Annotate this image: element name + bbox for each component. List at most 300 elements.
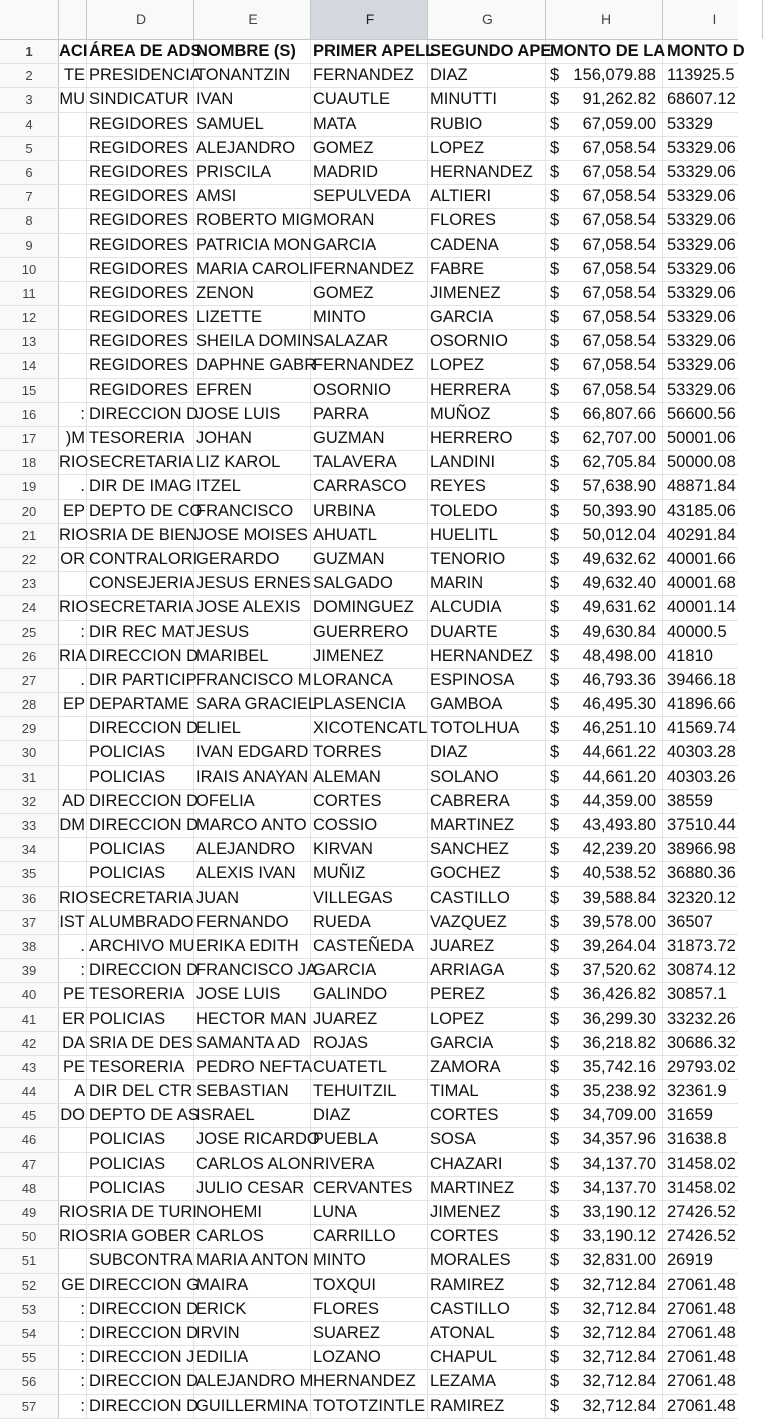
cell-nombre[interactable]: ROBERTO MIG xyxy=(194,209,311,232)
cell-monto-neto[interactable]: 33232.26 xyxy=(667,1009,736,1028)
cell-segundo-apellido[interactable]: JUAREZ xyxy=(428,935,546,958)
cell-segundo-apellido[interactable]: CABRERA xyxy=(428,790,546,813)
column-header-f[interactable]: F xyxy=(311,0,428,39)
cell-monto-neto[interactable]: 27061.48 xyxy=(667,1372,736,1391)
cell-nombre[interactable]: NOHEMI xyxy=(194,1201,311,1224)
cell-header-segundo-apellido[interactable]: SEGUNDO APE xyxy=(428,40,546,63)
cell-monto[interactable] xyxy=(546,1201,663,1224)
cell-monto[interactable] xyxy=(546,766,663,789)
cell-clasificacion[interactable]: RIO xyxy=(59,1225,87,1248)
row-number[interactable]: 9 xyxy=(0,234,59,257)
cell-area[interactable]: DEPTO DE AS xyxy=(87,1104,194,1127)
cell-segundo-apellido[interactable]: RUBIO xyxy=(428,113,546,136)
cell-area[interactable]: DIRECCION G xyxy=(87,1274,194,1297)
cell-monto[interactable] xyxy=(546,983,663,1006)
cell-area[interactable]: DIRECCION D xyxy=(87,645,194,668)
cell-primer-apellido[interactable]: TEHUITZIL xyxy=(311,1080,428,1103)
cell-monto[interactable] xyxy=(546,572,663,595)
cell-monto[interactable] xyxy=(546,1274,663,1297)
cell-monto[interactable] xyxy=(546,258,663,281)
row-number[interactable]: 40 xyxy=(0,983,59,1006)
cell-monto[interactable] xyxy=(546,959,663,982)
cell-nombre[interactable]: SARA GRACIEL xyxy=(194,693,311,716)
cell-clasificacion[interactable] xyxy=(59,330,87,353)
cell-segundo-apellido[interactable]: CORTES xyxy=(428,1225,546,1248)
row-number[interactable]: 8 xyxy=(0,209,59,232)
cell-segundo-apellido[interactable]: FABRE xyxy=(428,258,546,281)
row-number[interactable]: 25 xyxy=(0,621,59,644)
cell-monto-neto[interactable]: 113925.5 xyxy=(667,66,735,85)
cell-monto[interactable] xyxy=(546,451,663,474)
cell-monto-neto[interactable]: 53329.06 xyxy=(667,380,736,399)
cell-monto[interactable] xyxy=(546,911,663,934)
cell-nombre[interactable]: MAIRA xyxy=(194,1274,311,1297)
cell-nombre[interactable]: ERICK xyxy=(194,1298,311,1321)
cell-monto-neto[interactable]: 50001.06 xyxy=(667,429,736,447)
cell-nombre[interactable]: DAPHNE GABR xyxy=(194,354,311,377)
cell-area[interactable]: POLICIAS xyxy=(87,1177,194,1200)
row-number[interactable]: 33 xyxy=(0,814,59,837)
cell-nombre[interactable]: SEBASTIAN xyxy=(194,1080,311,1103)
cell-nombre[interactable]: FERNANDO xyxy=(194,911,311,934)
cell-nombre[interactable]: EFREN xyxy=(194,379,311,402)
row-number[interactable]: 39 xyxy=(0,959,59,982)
cell-segundo-apellido[interactable]: SOLANO xyxy=(428,766,546,789)
cell-monto[interactable] xyxy=(546,379,663,402)
cell-monto-neto[interactable]: 53329 xyxy=(667,114,713,133)
cell-area[interactable]: ARCHIVO MU xyxy=(87,935,194,958)
cell-primer-apellido[interactable]: PLASENCIA xyxy=(311,693,428,716)
cell-nombre[interactable]: JOSE MOISES xyxy=(194,524,311,547)
cell-monto-neto[interactable]: 40303.28 xyxy=(667,743,736,762)
row-number[interactable]: 29 xyxy=(0,717,59,740)
cell-clasificacion[interactable]: : xyxy=(59,1346,87,1369)
cell-area[interactable]: REGIDORES xyxy=(87,209,194,232)
cell-area[interactable]: REGIDORES xyxy=(87,258,194,281)
cell-segundo-apellido[interactable]: HERNANDEZ xyxy=(428,645,546,668)
cell-segundo-apellido[interactable]: GAMBOA xyxy=(428,693,546,716)
cell-area[interactable]: REGIDORES xyxy=(87,161,194,184)
cell-segundo-apellido[interactable]: MINUTTI xyxy=(428,88,546,111)
cell-monto-neto[interactable]: 40303.26 xyxy=(667,767,736,786)
cell-nombre[interactable]: IVAN xyxy=(194,88,311,111)
cell-monto-neto[interactable]: 31873.72 xyxy=(667,936,736,955)
cell-nombre[interactable]: GUILLERMINA xyxy=(194,1395,311,1418)
cell-clasificacion[interactable]: DM xyxy=(59,814,87,837)
row-number[interactable]: 22 xyxy=(0,548,59,571)
cell-nombre[interactable]: IRVIN xyxy=(194,1322,311,1345)
cell-header-monto-2[interactable]: MONTO D xyxy=(667,42,745,60)
row-number[interactable]: 55 xyxy=(0,1346,59,1369)
cell-monto[interactable] xyxy=(546,330,663,353)
cell-area[interactable]: ALUMBRADO xyxy=(87,911,194,934)
cell-segundo-apellido[interactable]: HERRERO xyxy=(428,427,546,450)
cell-monto[interactable] xyxy=(546,185,663,208)
cell-primer-apellido[interactable]: SUAREZ xyxy=(311,1322,428,1345)
cell-segundo-apellido[interactable]: DIAZ xyxy=(428,741,546,764)
row-number[interactable]: 4 xyxy=(0,113,59,136)
cell-primer-apellido[interactable]: RIVERA xyxy=(311,1153,428,1176)
cell-nombre[interactable]: EDILIA xyxy=(194,1346,311,1369)
cell-nombre[interactable]: MARIA CAROLI xyxy=(194,258,311,281)
cell-monto-neto[interactable]: 37510.44 xyxy=(667,816,736,834)
cell-area[interactable]: POLICIAS xyxy=(87,766,194,789)
cell-primer-apellido[interactable]: CUATETL xyxy=(311,1056,428,1079)
cell-clasificacion[interactable] xyxy=(59,572,87,595)
cell-clasificacion[interactable]: AD xyxy=(59,790,87,813)
cell-nombre[interactable]: LIZ KAROL xyxy=(194,451,311,474)
row-number[interactable]: 15 xyxy=(0,379,59,402)
cell-header-nombre[interactable]: NOMBRE (S) xyxy=(194,40,311,63)
cell-primer-apellido[interactable]: ROJAS xyxy=(311,1032,428,1055)
cell-clasificacion[interactable] xyxy=(59,113,87,136)
cell-primer-apellido[interactable]: LUNA xyxy=(311,1201,428,1224)
cell-primer-apellido[interactable]: GALINDO xyxy=(311,983,428,1006)
cell-area[interactable]: DIR REC MAT xyxy=(87,621,194,644)
cell-area[interactable]: DIR DEL CTR xyxy=(87,1080,194,1103)
cell-clasificacion[interactable]: OR xyxy=(59,548,87,571)
cell-monto-neto[interactable]: 30686.32 xyxy=(667,1033,736,1052)
cell-clasificacion[interactable] xyxy=(59,137,87,160)
cell-area[interactable]: DIR PARTICIP xyxy=(87,669,194,692)
column-header-h[interactable]: H xyxy=(546,0,663,39)
cell-nombre[interactable]: ALEJANDRO M xyxy=(194,1370,311,1393)
cell-area[interactable]: REGIDORES xyxy=(87,379,194,402)
cell-monto-neto[interactable]: 32361.9 xyxy=(667,1082,727,1101)
cell-monto-neto[interactable]: 36507 xyxy=(667,912,713,931)
cell-nombre[interactable]: OFELIA xyxy=(194,790,311,813)
cell-clasificacion[interactable]: RIO xyxy=(59,524,87,547)
cell-monto-neto[interactable]: 27061.48 xyxy=(667,1323,736,1342)
cell-segundo-apellido[interactable]: CADENA xyxy=(428,234,546,257)
row-number[interactable]: 18 xyxy=(0,451,59,474)
cell-monto-neto[interactable]: 43185.06 xyxy=(667,501,736,520)
cell-nombre[interactable]: PEDRO NEFTA xyxy=(194,1056,311,1079)
cell-primer-apellido[interactable]: URBINA xyxy=(311,500,428,523)
cell-segundo-apellido[interactable]: MORALES xyxy=(428,1249,546,1272)
cell-monto-neto[interactable]: 39466.18 xyxy=(667,670,736,689)
cell-primer-apellido[interactable]: TOTOTZINTLE xyxy=(311,1395,428,1418)
cell-primer-apellido[interactable]: JUAREZ xyxy=(311,1008,428,1031)
cell-area[interactable]: POLICIAS xyxy=(87,862,194,885)
cell-primer-apellido[interactable]: VILLEGAS xyxy=(311,887,428,910)
row-number[interactable]: 32 xyxy=(0,790,59,813)
cell-segundo-apellido[interactable]: HUELITL xyxy=(428,524,546,547)
cell-primer-apellido[interactable]: CORTES xyxy=(311,790,428,813)
cell-monto[interactable] xyxy=(546,790,663,813)
cell-nombre[interactable]: FRANCISCO JA xyxy=(194,959,311,982)
cell-nombre[interactable]: ALEJANDRO xyxy=(194,137,311,160)
cell-primer-apellido[interactable]: CARRASCO xyxy=(311,475,428,498)
cell-primer-apellido[interactable]: COSSIO xyxy=(311,814,428,837)
cell-segundo-apellido[interactable]: TIMAL xyxy=(428,1080,546,1103)
cell-segundo-apellido[interactable]: DIAZ xyxy=(428,64,546,87)
cell-clasificacion[interactable] xyxy=(59,1153,87,1176)
cell-clasificacion[interactable] xyxy=(59,766,87,789)
cell-segundo-apellido[interactable]: LOPEZ xyxy=(428,137,546,160)
cell-segundo-apellido[interactable]: CHAZARI xyxy=(428,1153,546,1176)
cell-nombre[interactable]: ISRAEL xyxy=(194,1104,311,1127)
cell-monto-neto[interactable]: 27061.48 xyxy=(667,1348,736,1367)
row-number[interactable]: 44 xyxy=(0,1080,59,1103)
cell-area[interactable]: SECRETARIA xyxy=(87,887,194,910)
cell-area[interactable]: DIR DE IMAG xyxy=(87,475,194,498)
cell-nombre[interactable]: MARIBEL xyxy=(194,645,311,668)
cell-monto[interactable] xyxy=(546,693,663,716)
cell-nombre[interactable]: AMSI xyxy=(194,185,311,208)
cell-area[interactable]: DIRECCION D xyxy=(87,814,194,837)
row-number[interactable]: 21 xyxy=(0,524,59,547)
cell-monto-neto[interactable]: 36880.36 xyxy=(667,864,736,883)
cell-area[interactable]: SRIA DE TURI xyxy=(87,1201,194,1224)
cell-monto-neto[interactable]: 31659 xyxy=(667,1106,713,1125)
row-number[interactable]: 56 xyxy=(0,1370,59,1393)
cell-segundo-apellido[interactable]: HERRERA xyxy=(428,379,546,402)
cell-monto-neto[interactable]: 27426.52 xyxy=(667,1227,736,1246)
cell-primer-apellido[interactable]: FLORES xyxy=(311,1298,428,1321)
cell-primer-apellido[interactable]: AHUATL xyxy=(311,524,428,547)
cell-monto-neto[interactable]: 30857.1 xyxy=(667,985,727,1004)
column-header-d[interactable]: D xyxy=(87,0,194,39)
row-number[interactable]: 16 xyxy=(0,403,59,426)
cell-segundo-apellido[interactable]: PEREZ xyxy=(428,983,546,1006)
row-number[interactable]: 37 xyxy=(0,911,59,934)
cell-segundo-apellido[interactable]: CHAPUL xyxy=(428,1346,546,1369)
row-number[interactable]: 54 xyxy=(0,1322,59,1345)
cell-nombre[interactable]: ELIEL xyxy=(194,717,311,740)
cell-monto-neto[interactable]: 27061.48 xyxy=(667,1299,736,1318)
cell-segundo-apellido[interactable]: HERNANDEZ xyxy=(428,161,546,184)
cell-monto-neto[interactable]: 27426.52 xyxy=(667,1203,736,1221)
cell-clasificacion[interactable]: : xyxy=(59,621,87,644)
cell-monto[interactable] xyxy=(546,282,663,305)
row-number[interactable]: 6 xyxy=(0,161,59,184)
cell-monto[interactable] xyxy=(546,1322,663,1345)
cell-segundo-apellido[interactable]: RAMIREZ xyxy=(428,1395,546,1418)
row-number[interactable]: 24 xyxy=(0,596,59,619)
cell-segundo-apellido[interactable]: SANCHEZ xyxy=(428,838,546,861)
cell-primer-apellido[interactable]: DIAZ xyxy=(311,1104,428,1127)
cell-area[interactable]: SRIA DE DES xyxy=(87,1032,194,1055)
cell-area[interactable]: REGIDORES xyxy=(87,234,194,257)
cell-segundo-apellido[interactable]: GOCHEZ xyxy=(428,862,546,885)
row-number[interactable]: 10 xyxy=(0,258,59,281)
cell-area[interactable]: SUBCONTRA xyxy=(87,1249,194,1272)
cell-area[interactable]: POLICIAS xyxy=(87,1153,194,1176)
cell-area[interactable]: DIRECCION D xyxy=(87,403,194,426)
cell-area[interactable]: SECRETARIA xyxy=(87,596,194,619)
cell-monto-neto[interactable]: 30874.12 xyxy=(667,961,736,980)
cell-monto-neto[interactable]: 40001.66 xyxy=(667,549,736,568)
cell-area[interactable]: DIRECCION D xyxy=(87,790,194,813)
cell-segundo-apellido[interactable]: CASTILLO xyxy=(428,887,546,910)
row-number[interactable]: 41 xyxy=(0,1008,59,1031)
cell-segundo-apellido[interactable]: CASTILLO xyxy=(428,1298,546,1321)
row-number[interactable]: 11 xyxy=(0,282,59,305)
cell-area[interactable]: DIRECCION D xyxy=(87,959,194,982)
cell-clasificacion[interactable]: EP xyxy=(59,500,87,523)
cell-monto-neto[interactable]: 31458.02 xyxy=(667,1154,736,1173)
cell-monto-neto[interactable]: 53329.06 xyxy=(667,187,736,206)
cell-primer-apellido[interactable]: XICOTENCATL xyxy=(311,717,428,740)
cell-header-area[interactable]: ÁREA DE ADS xyxy=(87,40,194,63)
cell-area[interactable]: DIRECCION J xyxy=(87,1346,194,1369)
cell-clasificacion[interactable] xyxy=(59,838,87,861)
cell-area[interactable]: PRESIDENCIA xyxy=(87,64,194,87)
cell-clasificacion[interactable]: )M xyxy=(59,427,87,450)
cell-area[interactable]: DEPARTAME xyxy=(87,693,194,716)
cell-monto[interactable] xyxy=(546,1249,663,1272)
cell-clasificacion[interactable]: RIO xyxy=(59,887,87,910)
cell-primer-apellido[interactable]: PARRA xyxy=(311,403,428,426)
cell-segundo-apellido[interactable]: LOPEZ xyxy=(428,354,546,377)
cell-primer-apellido[interactable]: FERNANDEZ xyxy=(311,64,428,87)
cell-clasificacion[interactable]: : xyxy=(59,403,87,426)
row-number[interactable]: 17 xyxy=(0,427,59,450)
cell-monto-neto[interactable]: 31458.02 xyxy=(667,1178,736,1197)
cell-segundo-apellido[interactable]: ALTIERI xyxy=(428,185,546,208)
cell-clasificacion[interactable]: . xyxy=(59,475,87,498)
cell-monto[interactable] xyxy=(546,1370,663,1393)
cell-primer-apellido[interactable]: HERNANDEZ xyxy=(311,1370,428,1393)
cell-nombre[interactable]: CARLOS xyxy=(194,1225,311,1248)
cell-monto-neto[interactable]: 27061.48 xyxy=(667,1275,736,1294)
cell-monto[interactable] xyxy=(546,209,663,232)
cell-primer-apellido[interactable]: SALGADO xyxy=(311,572,428,595)
cell-area[interactable]: DEPTO DE CO xyxy=(87,500,194,523)
cell-monto[interactable] xyxy=(546,717,663,740)
column-header-i[interactable]: I xyxy=(663,0,763,39)
cell-monto[interactable] xyxy=(546,354,663,377)
row-number[interactable]: 38 xyxy=(0,935,59,958)
cell-nombre[interactable]: JUAN xyxy=(194,887,311,910)
cell-nombre[interactable]: CARLOS ALON xyxy=(194,1153,311,1176)
cell-nombre[interactable]: MARIA ANTON xyxy=(194,1249,311,1272)
cell-clasificacion[interactable]: DO xyxy=(59,1104,87,1127)
cell-nombre[interactable]: MARCO ANTO xyxy=(194,814,311,837)
row-number[interactable]: 50 xyxy=(0,1225,59,1248)
cell-area[interactable]: TESORERIA xyxy=(87,983,194,1006)
cell-monto-neto[interactable]: 48871.84 xyxy=(667,477,736,496)
cell-primer-apellido[interactable]: GUERRERO xyxy=(311,621,428,644)
cell-nombre[interactable]: HECTOR MAN xyxy=(194,1008,311,1031)
cell-segundo-apellido[interactable]: RAMIREZ xyxy=(428,1274,546,1297)
cell-primer-apellido[interactable]: FERNANDEZ xyxy=(311,354,428,377)
cell-monto-neto[interactable]: 53329.06 xyxy=(667,211,736,230)
cell-monto-neto[interactable]: 53329.06 xyxy=(667,283,736,302)
cell-area[interactable]: REGIDORES xyxy=(87,185,194,208)
cell-monto-neto[interactable]: 38559 xyxy=(667,791,713,810)
row-number[interactable]: 19 xyxy=(0,475,59,498)
cell-monto[interactable] xyxy=(546,64,663,87)
cell-nombre[interactable]: JOSE ALEXIS xyxy=(194,596,311,619)
cell-primer-apellido[interactable]: GARCIA xyxy=(311,959,428,982)
cell-monto[interactable] xyxy=(546,596,663,619)
cell-segundo-apellido[interactable]: GARCIA xyxy=(428,1032,546,1055)
cell-monto-neto[interactable]: 53329.06 xyxy=(667,162,736,181)
cell-monto-neto[interactable]: 29793.02 xyxy=(667,1057,736,1076)
cell-primer-apellido[interactable]: TORRES xyxy=(311,741,428,764)
row-number[interactable]: 47 xyxy=(0,1153,59,1176)
cell-segundo-apellido[interactable]: ARRIAGA xyxy=(428,959,546,982)
cell-primer-apellido[interactable]: DOMINGUEZ xyxy=(311,596,428,619)
cell-area[interactable]: POLICIAS xyxy=(87,1128,194,1151)
cell-clasificacion[interactable]: RIO xyxy=(59,1201,87,1224)
cell-clasificacion[interactable]: ER xyxy=(59,1008,87,1031)
cell-monto[interactable] xyxy=(546,306,663,329)
cell-monto[interactable] xyxy=(546,1177,663,1200)
cell-area[interactable]: POLICIAS xyxy=(87,838,194,861)
cell-segundo-apellido[interactable]: TENORIO xyxy=(428,548,546,571)
cell-primer-apellido[interactable]: ALEMAN xyxy=(311,766,428,789)
cell-clasificacion[interactable]: PE xyxy=(59,983,87,1006)
cell-nombre[interactable]: ALEXIS IVAN xyxy=(194,862,311,885)
row-number[interactable]: 34 xyxy=(0,838,59,861)
cell-clasificacion[interactable] xyxy=(59,209,87,232)
cell-area[interactable]: SINDICATUR xyxy=(87,88,194,111)
cell-clasificacion[interactable]: . xyxy=(59,935,87,958)
cell-monto-neto[interactable]: 41810 xyxy=(667,646,713,665)
cell-segundo-apellido[interactable]: JIMENEZ xyxy=(428,282,546,305)
cell-monto[interactable] xyxy=(546,1395,663,1418)
cell-monto[interactable] xyxy=(546,524,663,547)
cell-area[interactable]: REGIDORES xyxy=(87,354,194,377)
row-number[interactable]: 42 xyxy=(0,1032,59,1055)
cell-segundo-apellido[interactable]: LANDINI xyxy=(428,451,546,474)
cell-segundo-apellido[interactable]: LEZAMA xyxy=(428,1370,546,1393)
cell-monto[interactable] xyxy=(546,1008,663,1031)
cell-nombre[interactable]: JOSE LUIS xyxy=(194,403,311,426)
cell-clasificacion[interactable] xyxy=(59,282,87,305)
row-number[interactable]: 28 xyxy=(0,693,59,716)
row-number[interactable]: 36 xyxy=(0,887,59,910)
cell-monto[interactable] xyxy=(546,427,663,450)
row-number[interactable]: 45 xyxy=(0,1104,59,1127)
row-number[interactable]: 48 xyxy=(0,1177,59,1200)
row-number[interactable]: 23 xyxy=(0,572,59,595)
cell-segundo-apellido[interactable]: REYES xyxy=(428,475,546,498)
cell-area[interactable]: REGIDORES xyxy=(87,330,194,353)
cell-nombre[interactable]: ZENON xyxy=(194,282,311,305)
cell-monto-neto[interactable]: 53329.06 xyxy=(667,332,736,351)
cell-clasificacion[interactable] xyxy=(59,354,87,377)
cell-clasificacion[interactable]: : xyxy=(59,1322,87,1345)
cell-monto[interactable] xyxy=(546,645,663,668)
cell-nombre[interactable]: ALEJANDRO xyxy=(194,838,311,861)
cell-nombre[interactable]: ITZEL xyxy=(194,475,311,498)
cell-primer-apellido[interactable]: MATA xyxy=(311,113,428,136)
cell-area[interactable]: CONSEJERIA xyxy=(87,572,194,595)
cell-nombre[interactable]: FRANCISCO M xyxy=(194,669,311,692)
cell-primer-apellido[interactable]: CERVANTES xyxy=(311,1177,428,1200)
cell-clasificacion[interactable] xyxy=(59,741,87,764)
cell-clasificacion[interactable] xyxy=(59,717,87,740)
row-number[interactable]: 46 xyxy=(0,1128,59,1151)
cell-primer-apellido[interactable]: MUÑIZ xyxy=(311,862,428,885)
row-number[interactable]: 53 xyxy=(0,1298,59,1321)
cell-primer-apellido[interactable]: CARRILLO xyxy=(311,1225,428,1248)
row-number[interactable]: 3 xyxy=(0,88,59,111)
cell-monto-neto[interactable]: 40291.84 xyxy=(667,525,736,544)
cell-primer-apellido[interactable]: GOMEZ xyxy=(311,282,428,305)
cell-clasificacion[interactable]: : xyxy=(59,1370,87,1393)
cell-area[interactable]: SRIA DE BIEN xyxy=(87,524,194,547)
row-number[interactable]: 27 xyxy=(0,669,59,692)
cell-nombre[interactable]: SAMANTA AD xyxy=(194,1032,311,1055)
cell-segundo-apellido[interactable]: OSORNIO xyxy=(428,330,546,353)
cell-clasificacion[interactable]: RIA xyxy=(59,645,87,668)
cell-primer-apellido[interactable]: TALAVERA xyxy=(311,451,428,474)
